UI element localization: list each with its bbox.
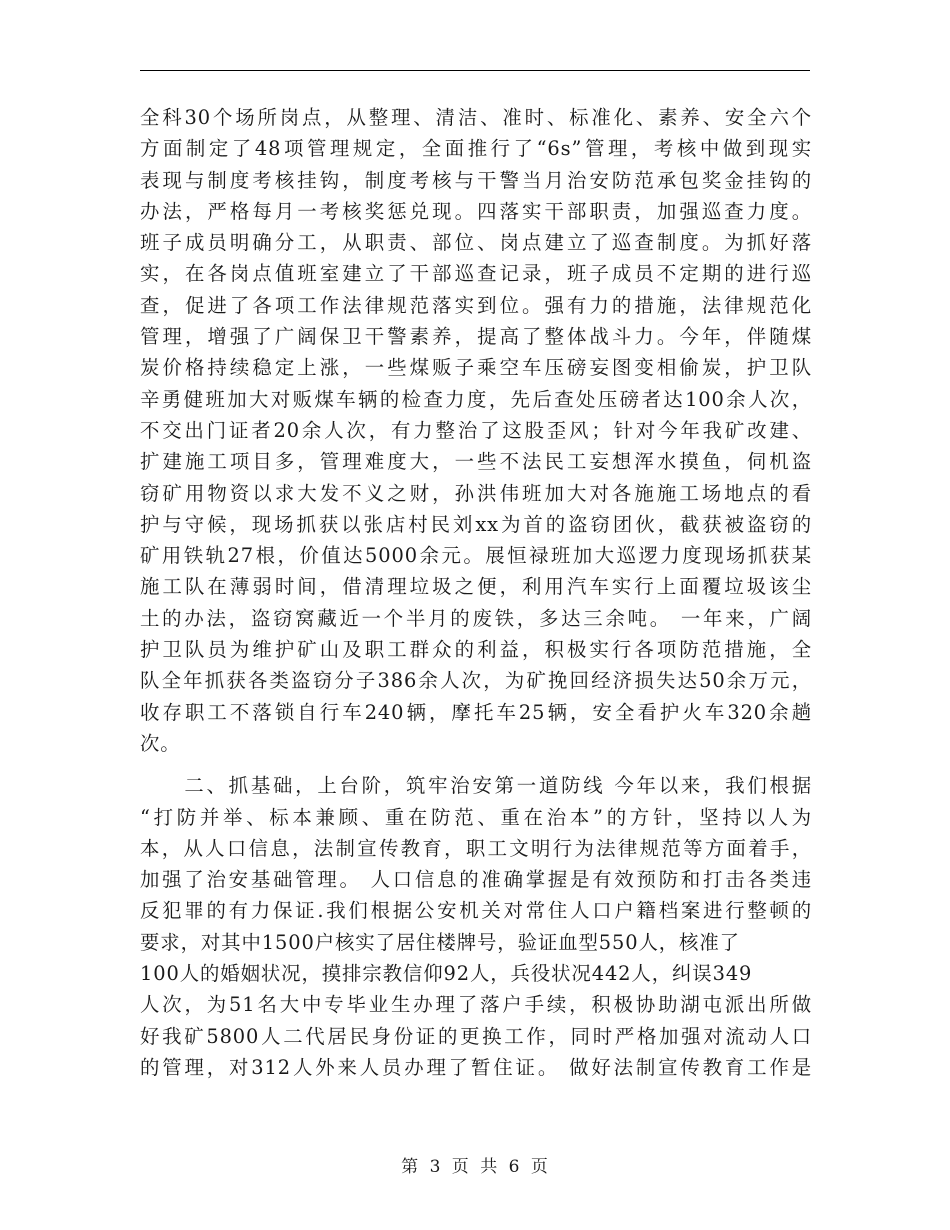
header-rule [140, 70, 810, 71]
body-text [140, 102, 812, 1083]
text-line: 土的办法，盗窃窝藏近一个半月的废铁，多达三余吨。 一年来，广阔 [140, 606, 812, 630]
text-line: 次。 [140, 731, 181, 755]
text-line: 护与守候，现场抓获以张店村民刘xx为首的盗窃团伙，截获被盗窃的 [140, 512, 812, 536]
text-line: 查，促进了各项工作法律规范落实到位。强有力的措施，法律规范化 [140, 293, 812, 317]
text-line: 表现与制度考核挂钩，制度考核与干警当月治安防范承包奖金挂钩的 [140, 168, 812, 192]
text-line: 炭价格持续稳定上涨，一些煤贩子乘空车压磅妄图变相偷炭，护卫队 [140, 356, 812, 380]
text-line: 管理，增强了广阔保卫干警素养，提高了整体战斗力。今年，伴随煤 [140, 325, 812, 349]
page-number-footer: 第 3 页 共 6 页 [401, 1157, 549, 1177]
text-line: 护卫队员为维护矿山及职工群众的利益，积极实行各项防范措施，全 [140, 638, 812, 662]
text-line: 加强了治安基础管理。 人口信息的准确掌握是有效预防和打击各类违 [140, 868, 812, 892]
text-line: 矿用铁轨27根，价值达5000余元。展恒禄班加大巡逻力度现场抓获某 [140, 544, 812, 568]
text-line: 扩建施工项目多，管理难度大，一些不法民工妄想浑水摸鱼，伺机盗 [140, 450, 812, 474]
text-line: 辛勇健班加大对贩煤车辆的检查力度，先后查处压磅者达100余人次， [140, 387, 812, 411]
text-line: 队全年抓获各类盗窃分子386余人次，为矿挽回经济损失达50余万元， [140, 669, 812, 693]
text-line: 100人的婚姻状况，摸排宗教信仰92人，兵役状况442人，纠误349 [140, 962, 753, 986]
text-line: “打防并举、标本兼顾、重在防范、重在治本”的方针，坚持以人为 [140, 805, 812, 829]
text-line: 方面制定了48项管理规定，全面推行了“6s”管理，考核中做到现实 [140, 137, 812, 161]
text-line: 班子成员明确分工，从职责、部位、岗点建立了巡查制度。为抓好落 [140, 231, 812, 255]
text-line: 实，在各岗点值班室建立了干部巡查记录，班子成员不定期的进行巡 [140, 262, 812, 286]
text-line: 本，从人口信息，法制宣传教育，职工文明行为法律规范等方面着手， [140, 836, 812, 860]
text-line: 收存职工不落锁自行车240辆，摩托车25辆，安全看护火车320余趟 [140, 700, 812, 724]
text-line: 人次，为51名大中专毕业生办理了落户手续，积极协助湖屯派出所做 [140, 993, 812, 1017]
text-line: 的管理，对312人外来人员办理了暂住证。 做好法制宣传教育工作是 [140, 1055, 812, 1079]
text-line: 要求，对其中1500户核实了居住楼牌号，验证血型550人，核准了 [140, 930, 740, 954]
text-line: 全科30个场所岗点，从整理、清洁、准时、标准化、素养、安全六个 [140, 106, 812, 129]
text-line: 反犯罪的有力保证.我们根据公安机关对常住人口户籍档案进行整顿的 [140, 899, 812, 923]
text-line: 施工队在薄弱时间，借清理垃圾之便，利用汽车实行上面覆垃圾该尘 [140, 575, 812, 599]
text-line: 二、抓基础，上台阶，筑牢治安第一道防线 今年以来，我们根据 [140, 774, 812, 798]
text-line: 不交出门证者20余人次，有力整治了这股歪风；针对今年我矿改建、 [140, 418, 812, 442]
text-line: 办法，严格每月一考核奖惩兑现。四落实干部职责，加强巡查力度。 [140, 199, 812, 223]
text-line: 窃矿用物资以求大发不义之财，孙洪伟班加大对各施施工场地点的看 [140, 481, 812, 505]
text-line: 好我矿5800人二代居民身份证的更换工作，同时严格加强对流动人口 [140, 1024, 812, 1048]
